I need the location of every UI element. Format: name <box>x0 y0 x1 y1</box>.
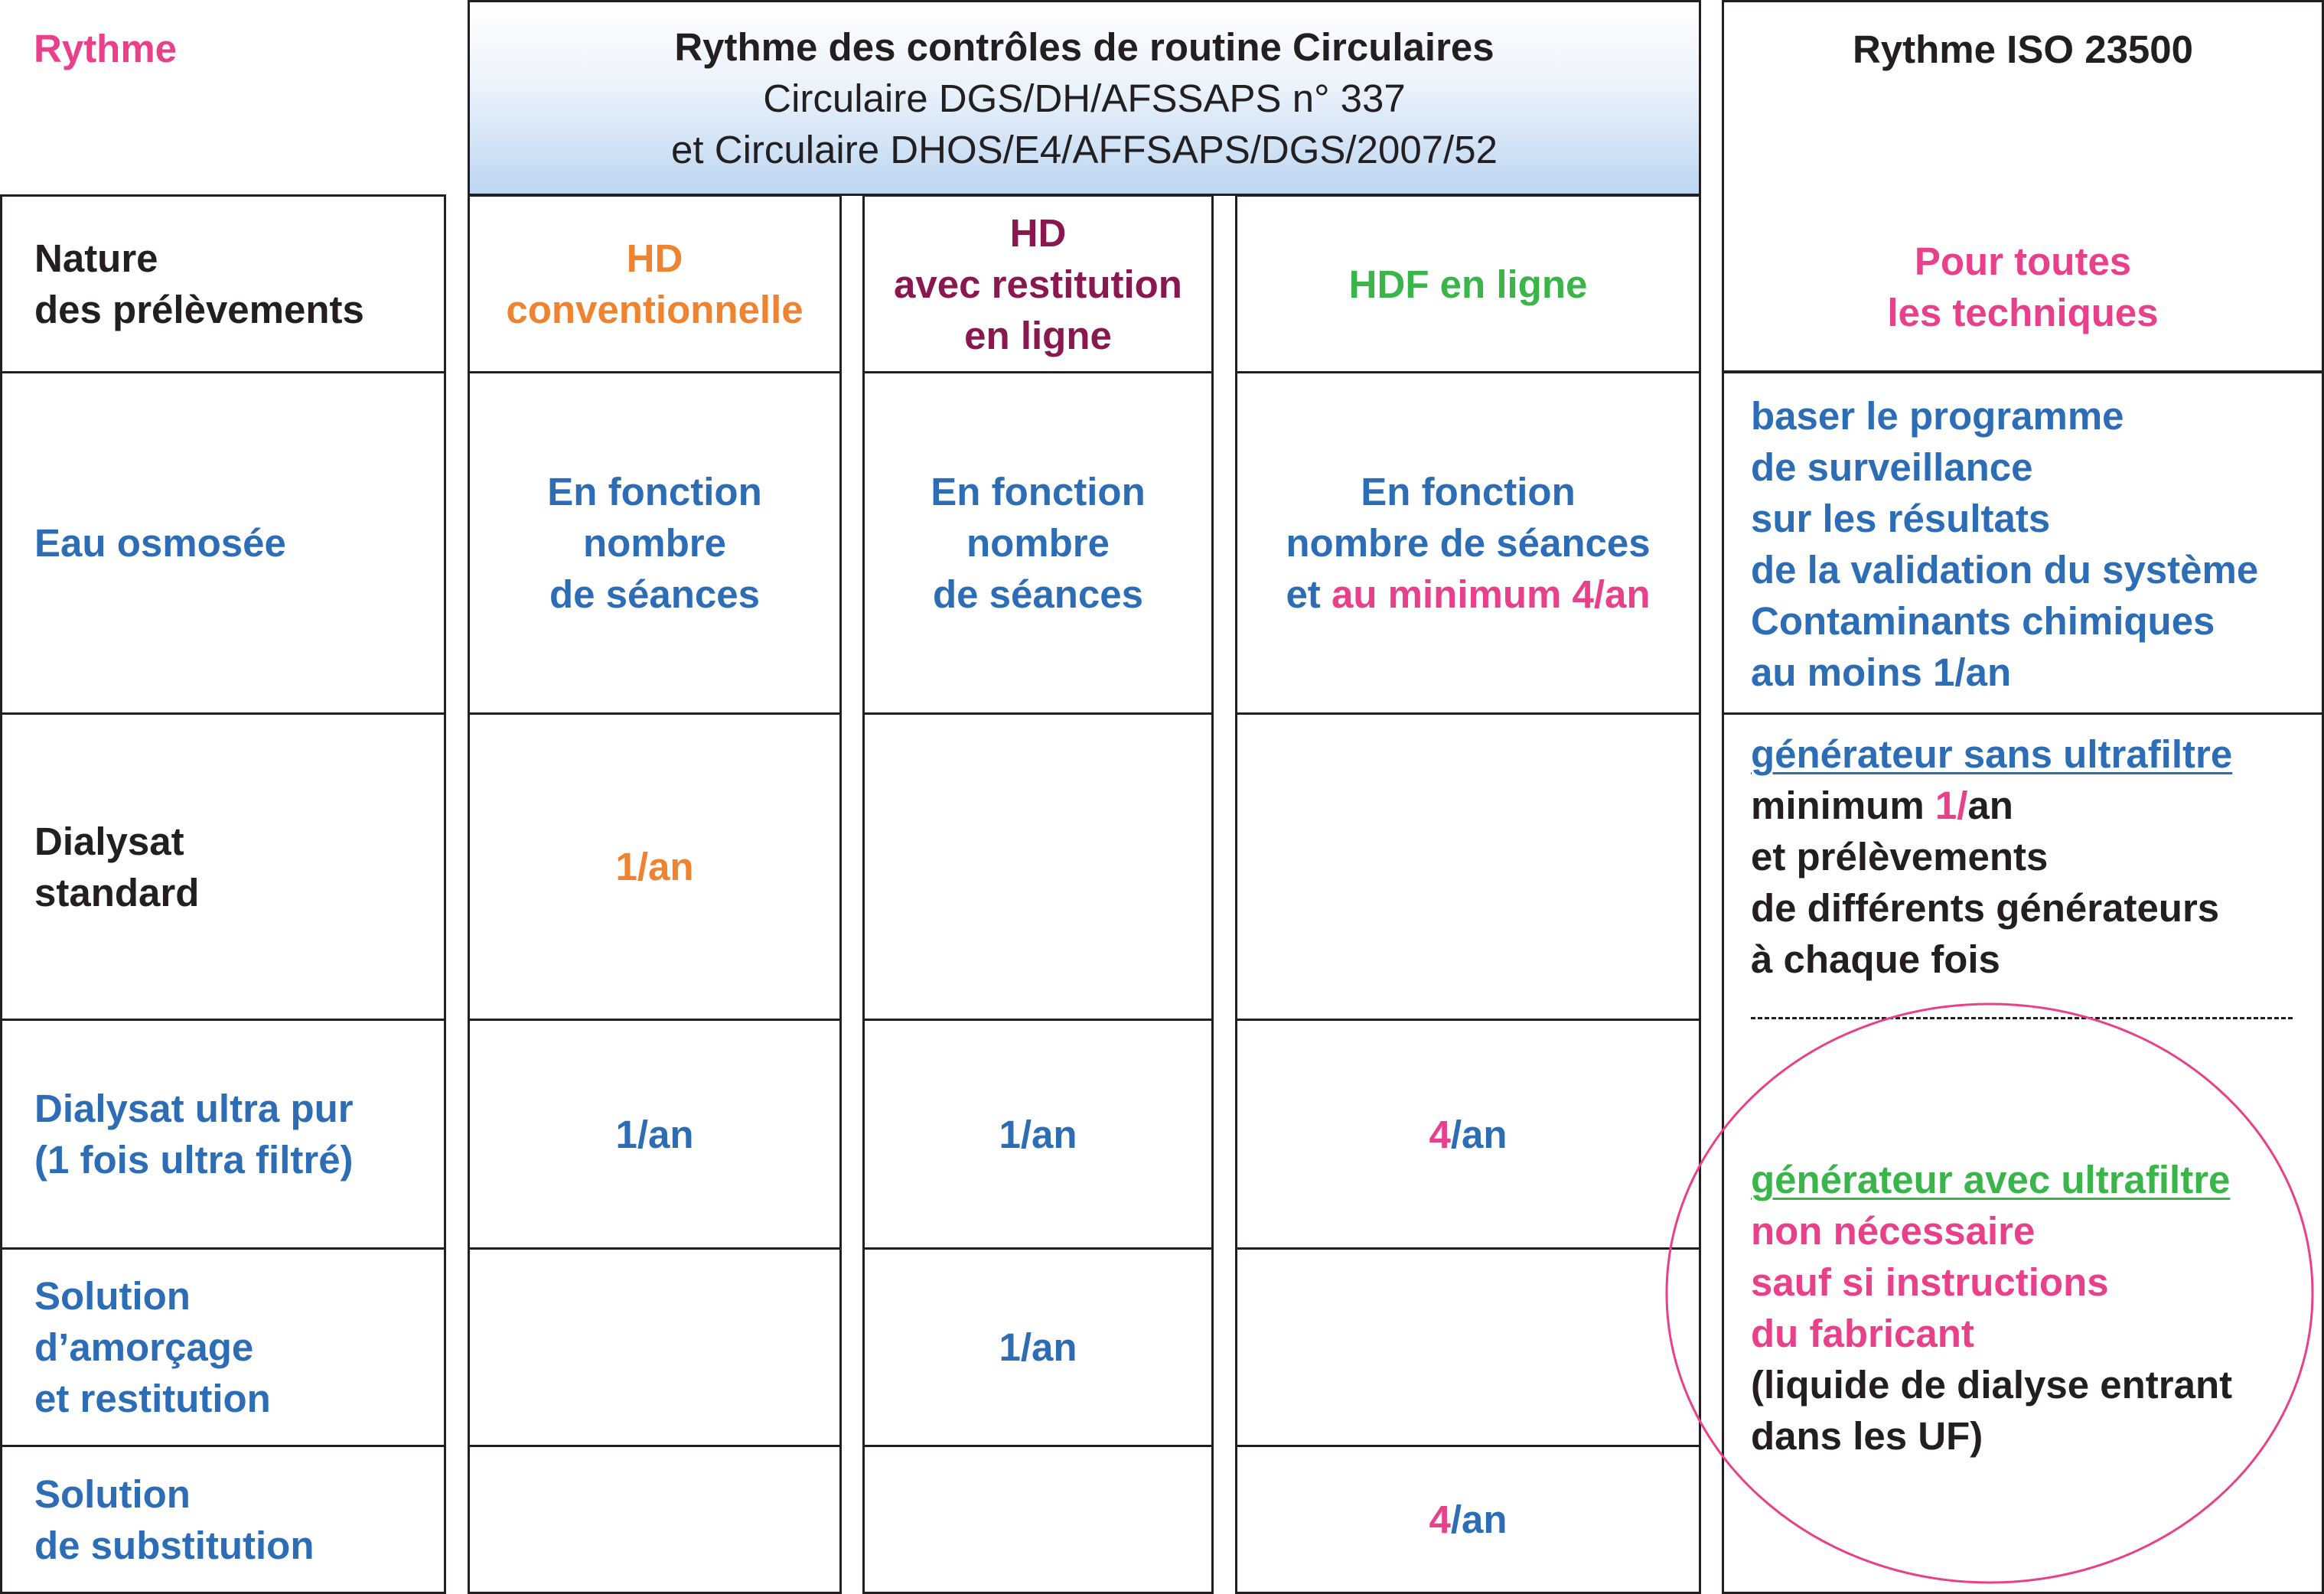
cell-dialysat-iso-line4: de différents générateurs <box>1751 886 2220 930</box>
cell-dialysat-iso-heading-avec: générateur avec ultrafiltre <box>1751 1158 2231 1201</box>
cell-dialysat-ultrapur-hd-value: 1/an <box>615 1112 694 1156</box>
cell-eau-iso-line2: de surveillance <box>1751 445 2033 489</box>
header-circulaires-line2: Circulaire DGS/DH/AFSSAPS n° 337 <box>763 76 1406 120</box>
cell-dialysat-iso-line2c: an <box>1967 784 2013 827</box>
cell-dialysat-iso-b-line5: (liquide de dialyse entrant <box>1751 1363 2233 1407</box>
cell-dialysat-iso-heading-sans: générateur sans ultrafiltre <box>1751 732 2233 776</box>
col-header-hd-line2: conventionnelle <box>506 288 803 331</box>
cell-dialysat-iso-b-line4: du fabricant <box>1751 1312 1974 1355</box>
cell-dialysat-iso-line2a: minimum <box>1751 784 1935 827</box>
header-iso-sub-line2: les techniques <box>1887 290 2159 334</box>
highlight-ellipse <box>1667 1004 2313 1583</box>
row-label-dialysat-ultrapur-line2: (1 fois ultra filtré) <box>34 1138 354 1182</box>
col-header-hdr-line1: HD <box>1009 210 1067 255</box>
row-label-eau-text: Eau osmosée <box>34 521 286 565</box>
cell-eau-hd-line1: En fonction <box>547 470 762 513</box>
cell-dialysat-iso-b-line3: sauf si instructions <box>1751 1260 2109 1304</box>
cell-eau-hdr-line1: En fonction <box>931 470 1146 513</box>
cell-dialysat-iso-b-line6: dans les UF) <box>1751 1414 1983 1458</box>
col-header-hd-line1: HD <box>626 236 683 280</box>
cell-solution-amorcage-hdr-value: 1/an <box>999 1325 1077 1369</box>
col-header-nature-line2: des prélèvements <box>34 288 364 331</box>
row-label-solution-amorcage-line1: Solution <box>34 1274 191 1318</box>
cell-dialysat-iso-line3: et prélèvements <box>1751 835 2049 878</box>
cell-eau-hdr-line2: nombre <box>966 521 1110 565</box>
cell-dialysat-iso-line5: à chaque fois <box>1751 937 2000 981</box>
row-label-solution-substitution-line1: Solution <box>34 1472 191 1516</box>
col-header-nature-line1: Nature <box>34 236 158 280</box>
cell-dialysat-ultrapur-hdr-value: 1/an <box>999 1112 1077 1156</box>
cell-solution-substitution-hdf-unit: /an <box>1450 1498 1508 1541</box>
cell-dialysat-iso-b-line2: non nécessaire <box>1751 1209 2036 1253</box>
row-label-dialysat-standard-line1: Dialysat <box>34 819 184 863</box>
cell-solution-substitution-hdf-num: 4 <box>1429 1498 1451 1541</box>
cell-dialysat-standard-hd-value: 1/an <box>615 845 694 888</box>
cell-eau-hd-line2: nombre <box>582 521 727 565</box>
cell-eau-hd-line3: de séances <box>549 572 761 616</box>
row-label-dialysat-ultrapur-line1: Dialysat ultra pur <box>34 1087 354 1130</box>
header-circulaires-title: Rythme des contrôles de routine Circulaires <box>674 24 1494 69</box>
corner-label: Rythme <box>34 27 178 70</box>
cell-eau-iso-line5: Contaminants chimiques <box>1751 599 2215 643</box>
header-circulaires-line3: et Circulaire DHOS/E4/AFFSAPS/DGS/2007/52 <box>671 127 1498 171</box>
col-header-hdr-line2: avec restitution <box>894 262 1182 306</box>
cell-eau-iso-line1: baser le programme <box>1751 394 2124 438</box>
header-iso-title: Rythme ISO 23500 <box>1852 28 2194 71</box>
cell-dialysat-iso-line2b: 1/ <box>1934 784 1968 827</box>
row-label-solution-amorcage-line2: d’amorçage <box>34 1325 254 1369</box>
cell-dialysat-ultrapur-hdf-unit: /an <box>1450 1112 1508 1156</box>
cell-eau-iso-line3: sur les résultats <box>1751 497 2051 540</box>
row-label-solution-amorcage-line3: et restitution <box>34 1377 271 1420</box>
cell-eau-hdf-line3b: au minimum 4/an <box>1331 572 1651 616</box>
cell-eau-iso-line4: de la validation du système <box>1751 548 2259 592</box>
col-header-hdr-line3: en ligne <box>964 313 1112 357</box>
col-header-hdf-line1: HDF en ligne <box>1348 262 1588 306</box>
cell-eau-hdf-line3a: et <box>1286 572 1331 616</box>
cell-eau-iso-line6: au moins 1/an <box>1751 650 2012 694</box>
cell-eau-hdr-line3: de séances <box>932 572 1144 616</box>
cell-eau-hdf-line2: nombre de séances <box>1286 521 1651 565</box>
cell-eau-hdf-line1: En fonction <box>1361 470 1576 513</box>
row-label-solution-substitution-line2: de substitution <box>34 1523 315 1567</box>
row-label-dialysat-standard-line2: standard <box>34 870 200 914</box>
header-iso-sub-line1: Pour toutes <box>1914 239 2132 283</box>
cell-dialysat-ultrapur-hdf-num: 4 <box>1429 1112 1451 1156</box>
